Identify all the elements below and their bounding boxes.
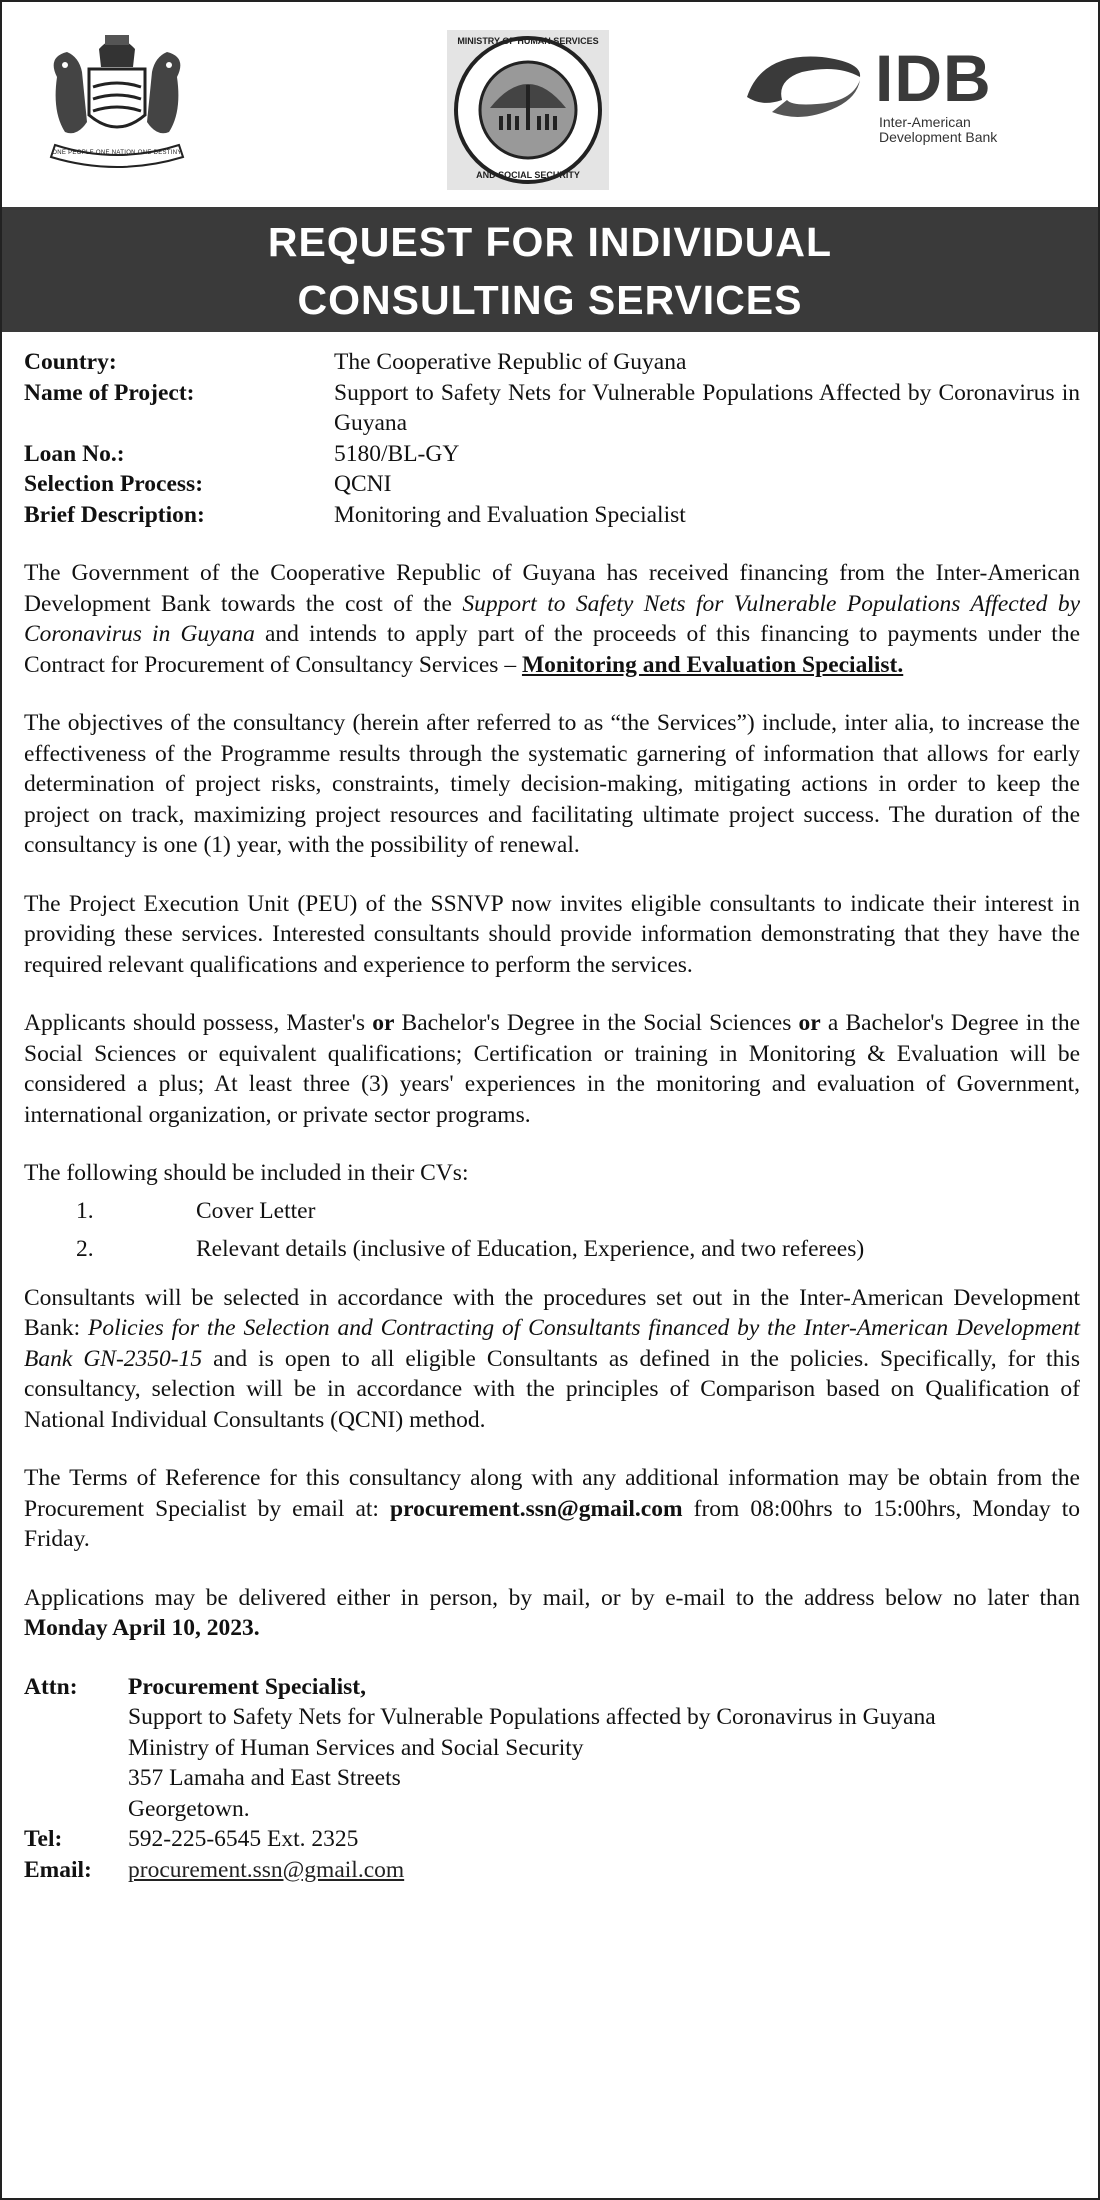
tel-row (24, 1824, 1080, 1855)
terms-paragraph (24, 1463, 1080, 1555)
deadline-date: Monday April 10, 2023. (24, 1615, 260, 1641)
detail-key: Loan No.: (24, 440, 125, 467)
attn-row (24, 1672, 1080, 1825)
detail-key: Brief Description: (24, 501, 205, 528)
financing-text: The Government of the Cooperative Republic of Guyana has received financing from the Inter-American Development Bank towards the cost of the (24, 560, 1080, 617)
project-name-italic: Support to Safety Nets for Vulnerable Populations Affected by Coronavirus in Guyana (24, 590, 1080, 647)
banner-title-line2: CONSULTING SERVICES (297, 277, 803, 323)
list-text: Cover Letter (196, 1198, 316, 1225)
list-item (24, 1193, 1080, 1231)
detail-value: The Cooperative Republic of Guyana (334, 349, 687, 375)
cv-requirements-list (24, 1193, 1080, 1269)
tel-label: Tel: (24, 1826, 63, 1852)
detail-row (24, 500, 1080, 531)
detail-row (24, 378, 1080, 439)
deadline-text: Applications may be delivered either in person, by mail, or by e-mail to the address below no later than (24, 1584, 1080, 1611)
address-line: 357 Lamaha and East Streets (128, 1765, 401, 1791)
detail-value: 5180/BL-GY (334, 440, 460, 467)
guyana-motto-text: ONE PEOPLE ONE NATION ONE DESTINY (52, 150, 182, 156)
attn-label: Attn: (24, 1673, 78, 1700)
qualifications-paragraph (24, 1008, 1080, 1130)
or-emphasis: or (372, 1010, 395, 1036)
email-label: Email: (24, 1856, 92, 1883)
terms-text: The Terms of Reference for this consultancy along with any additional information may be obtain from the Procurement Specialist by email at: (24, 1465, 1080, 1522)
invitation-paragraph: The Project Execution Unit (PEU) of the SSNVP now invites eligible consultants to indicate their interest in providing these services. Interested consultants should provide information demonstrating that they have the required relevant qualifications and experience to perform the services. (24, 890, 1080, 978)
idb-full-name (879, 115, 997, 145)
objectives-paragraph: The objectives of the consultancy (herein after referred to as “the Services”) include, inter alia, to increase the effectiveness of the Programme results through the systematic garnering of information that allows for early determination of project risks, constraints, timely decision-making, mitigating actions in order to keep the project on track, maximizing project resources and facilitating ultimate project success. The duration of the consultancy is one (1) year, with the possibility of renewal. (24, 710, 1080, 858)
list-number: 1. (76, 1198, 94, 1225)
deadline-paragraph (24, 1583, 1080, 1644)
ministry-seal-logo (447, 30, 609, 190)
detail-row (24, 469, 1080, 500)
policy-title-italic: Policies for the Selection and Contracting of Consultants financed by the Inter-American Development Bank GN-2350-15 (24, 1315, 1080, 1372)
detail-value: QCNI (334, 471, 392, 497)
idb-name-line1: Inter-American (879, 114, 971, 130)
detail-value: Monitoring and Evaluation Specialist (334, 501, 686, 528)
detail-value: Support to Safety Nets for Vulnerable Populations Affected by Coronavirus in Guyana (334, 379, 1080, 436)
financing-paragraph (24, 558, 1080, 680)
position-title: Monitoring and Evaluation Specialist. (521, 651, 904, 678)
selection-paragraph (24, 1283, 1080, 1436)
advertisement-body (24, 347, 1080, 1885)
detail-key: Country: (24, 349, 117, 375)
idb-name-line2: Development Bank (879, 129, 998, 145)
qualifications-text: Bachelor's Degree in the Social Sciences (394, 1010, 799, 1036)
email-link[interactable]: procurement.ssn@gmail.com (128, 1856, 405, 1883)
selection-text: Consultants will be selected in accordance with the procedures set out in the Inter-American Development Bank: (24, 1284, 1080, 1341)
ministry-seal-icon (447, 30, 609, 190)
or-emphasis: or (798, 1010, 821, 1036)
title-banner (2, 207, 1098, 332)
project-details (24, 347, 1080, 530)
tel-value: 592-225-6545 Ext. 2325 (128, 1826, 359, 1852)
procurement-email-bold[interactable]: procurement.ssn@gmail.com (390, 1495, 683, 1522)
financing-text-cont: and intends to apply part of the proceeds of this financing to payments under the Contract for Procurement of Consultancy Services – (24, 621, 1080, 678)
ministry-seal-bottom-text: AND SOCIAL SECURITY (476, 170, 580, 180)
logo-header (2, 2, 1098, 207)
detail-row (24, 439, 1080, 470)
ministry-seal-top-text: MINISTRY OF HUMAN SERVICES (457, 36, 599, 46)
detail-key: Name of Project: (24, 379, 195, 406)
list-text: Relevant details (inclusive of Education, Experience, and two referees) (196, 1236, 865, 1263)
address-line: Support to Safety Nets for Vulnerable Populations affected by Coronavirus in Guyana (128, 1704, 936, 1730)
address-line: Ministry of Human Services and Social Security (128, 1734, 584, 1761)
attn-address (128, 1672, 936, 1825)
idb-logo-text: IDB (875, 41, 992, 115)
list-number: 2. (76, 1236, 94, 1263)
detail-row (24, 347, 1080, 378)
selection-text-cont: and is open to all eligible Consultants as defined in the policies. Specifically, for this consultancy, selection will be in accordance with the principles of Comparison based on Qualification of National Individual Consultants (QCNI) method. (24, 1345, 1080, 1433)
idb-swirl-icon (742, 42, 867, 132)
cv-intro: The following should be included in their CVs: (24, 1160, 469, 1186)
terms-text-cont: from 08:00hrs to 15:00hrs, Monday to Friday. (24, 1495, 1080, 1552)
qualifications-text: a Bachelor's Degree in the Social Sciences or equivalent qualifications; Certification or training in Monitoring & Evaluation will be considered a plus; At least three (3) years' experiences in the monitoring and evaluation of Government, international organization, or private sector programs. (24, 1010, 1081, 1128)
banner-title-line1: REQUEST FOR INDIVIDUAL (267, 219, 833, 265)
list-item (24, 1231, 1080, 1269)
attn-title: Procurement Specialist, (128, 1673, 367, 1700)
email-row (24, 1855, 1080, 1886)
address-line: Georgetown. (128, 1795, 250, 1822)
contact-block (24, 1672, 1080, 1886)
qualifications-text: Applicants should possess, Master's (24, 1010, 373, 1036)
detail-key: Selection Process: (24, 471, 204, 497)
